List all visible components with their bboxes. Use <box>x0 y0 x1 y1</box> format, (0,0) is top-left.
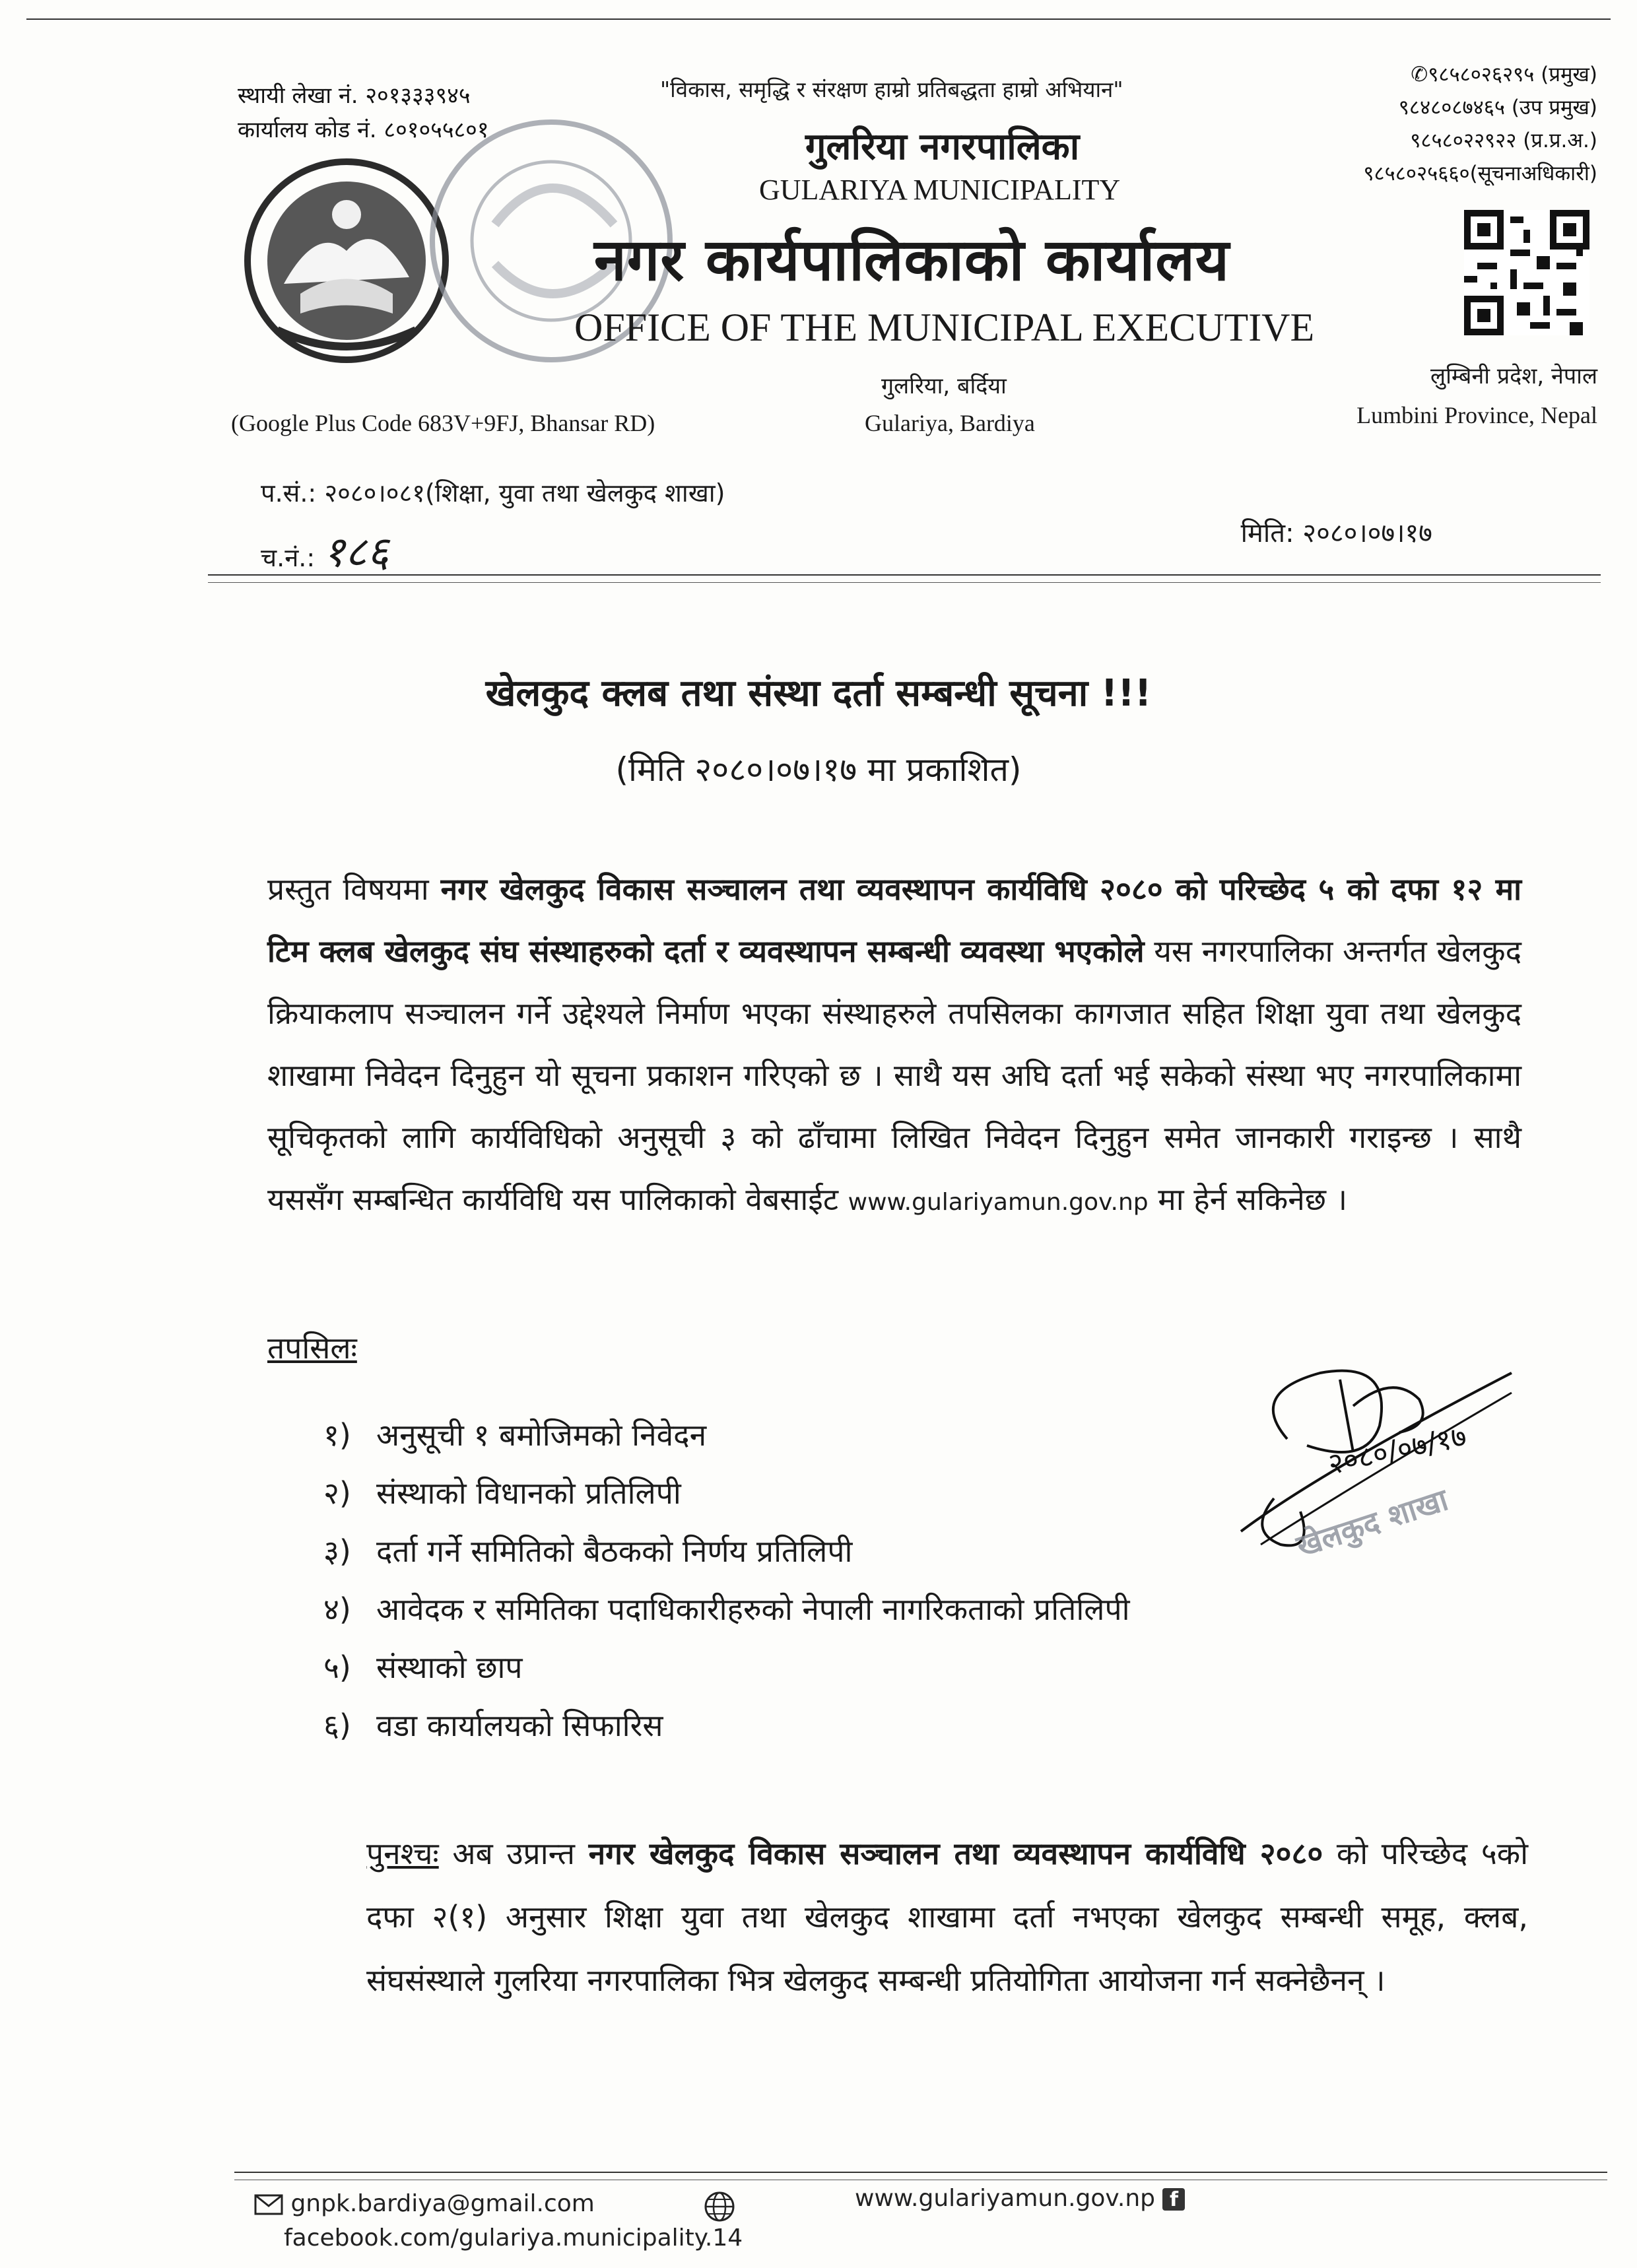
qr-code-icon <box>1464 210 1589 335</box>
list-item: ३) दर्ता गर्ने समितिको बैठकको निर्णय प्रतिलिपी <box>323 1533 853 1569</box>
chn-value: १८६ <box>323 528 389 577</box>
date-value: २०८०।०७।१७ <box>1302 518 1432 549</box>
tapsil-heading: तपसिलः <box>267 1330 357 1366</box>
phone-info-officer: ९८५८०२५६६०(सूचनाअधिकारी) <box>1363 162 1597 185</box>
footer-website[interactable] <box>855 2185 1185 2212</box>
body-website-link[interactable]: www.gulariyamun.gov.np <box>848 1189 1149 1216</box>
list-item: ५) संस्थाको छाप <box>323 1650 523 1685</box>
office-title-en: OFFICE OF THE MUNICIPAL EXECUTIVE <box>574 306 1315 349</box>
letter-date <box>1241 514 1432 550</box>
address-en: Gulariya, Bardiya <box>865 410 1035 436</box>
phone-list <box>1363 58 1597 190</box>
ps-start: अब उप्रान्त <box>438 1836 589 1871</box>
ps-heading: पुनश्चः <box>366 1836 439 1871</box>
globe-icon <box>703 2190 736 2226</box>
footer-email[interactable] <box>254 2190 595 2217</box>
notice-subtitle: (मिति २०८०।०७।१७ मा प्रकाशित) <box>615 750 1022 789</box>
google-plus-code: (Google Plus Code 683V+9FJ, Bhansar RD) <box>231 410 655 436</box>
notice-body <box>267 858 1521 1234</box>
qr-code <box>1464 210 1589 335</box>
notice-title: खेलकुद क्लब तथा संस्था दर्ता सम्बन्धी सूचना !!! <box>485 672 1152 715</box>
section-stamp: खेलकुद शाखा <box>1292 1481 1453 1564</box>
municipality-name-en: GULARIYA MUNICIPALITY <box>759 174 1121 206</box>
signature-date: २०८०/०७/१७ <box>1325 1419 1470 1482</box>
ps-bold: नगर खेलकुद विकास सञ्चालन तथा व्यवस्थापन कार्यविधि २०८० <box>588 1836 1323 1871</box>
signature <box>1221 1333 1518 1571</box>
footer-rule-top <box>234 2172 1607 2173</box>
office-code: कार्यालय कोड नं. ८०१०५५८०१ <box>238 117 489 143</box>
address-np: गुलरिया, बर्दिया <box>881 373 1007 399</box>
top-rule <box>26 18 1611 20</box>
reference-rule-top <box>208 574 1601 576</box>
province-np: लुम्बिनी प्रदेश, नेपाल <box>1430 363 1597 389</box>
body-bold: नगर खेलकुद विकास सञ्चालन तथा व्यवस्थापन कार्यविधि २०८० को परिच्छेद ५ को दफा १२ मा टिम क्लब खेलकुद संघ संस्थाहरुको दर्ता र व्यवस्थापन सम्बन्धी व्यवस्था भएकोले <box>267 871 1521 969</box>
body-end: मा हेर्न सकिनेछ । <box>1148 1182 1348 1217</box>
chn-label: च.नं.: <box>261 543 316 572</box>
body-rest: यस नगरपालिका अन्तर्गत खेलकुद क्रियाकलाप सञ्चालन गर्ने उद्देश्यले निर्माण भएका संस्थाहरुले तपसिलका कागजात सहित शिक्षा युवा तथा खेलकुद शाखामा निवेदन दिनुहुन यो सूचना प्रकाशन गरिएको छ । साथै यस अघि दर्ता भई सकेको संस्था भए नगरपालिकामा सूचिकृतको लागि कार्यविधिको अनुसूची ३ को ढाँचामा लिखित निवेदन दिनुहुन समेत जानकारी गराइन्छ । साथै यससँग सम्बन्धित कार्यविधि यस पालिकाको वेबसाईट <box>267 933 1521 1217</box>
list-item: ४) आवेदक र समितिका पदाधिकारीहरुको नेपाली नागरिकताको प्रतिलिपी <box>323 1591 1130 1627</box>
province-en: Lumbini Province, Nepal <box>1356 402 1597 428</box>
mail-icon <box>254 2194 283 2215</box>
ps-label: प.सं.: <box>261 479 317 508</box>
list-item: २) संस्थाको विधानको प्रतिलिपी <box>323 1475 681 1511</box>
date-label: मिति: <box>1240 518 1294 549</box>
motto: "विकास, समृद्धि र संरक्षण हाम्रो प्रतिबद्धता हाम्रो अभियान" <box>660 77 1123 102</box>
pan-number: स्थायी लेखा नं. २०१३३३९४५ <box>238 83 471 109</box>
municipality-name-np: गुलरिया नगरपालिका <box>805 125 1080 168</box>
phone-mayor: ✆९८५८०२६२९५ (प्रमुख) <box>1411 63 1597 86</box>
ps-value: २०८०।०८१(शिक्षा, युवा तथा खेलकुद शाखा) <box>324 479 725 508</box>
required-documents-list <box>323 1406 1130 1754</box>
list-item: १) अनुसूची १ बमोजिमको निवेदन <box>323 1417 707 1453</box>
body-start: प्रस्तुत विषयमा <box>267 871 441 907</box>
website-text: www.gulariyamun.gov.np <box>855 2185 1156 2212</box>
list-item: ६) वडा कार्यालयको सिफारिस <box>323 1708 663 1743</box>
ps-rest: को परिच्छेद ५को दफा २(१) अनुसार शिक्षा युवा तथा खेलकुद शाखामा दर्ता नभएका खेलकुद सम्बन्धी समूह, क्लब, संघसंस्थाले गुलरिया नगरपालिका भित्र खेलकुद सम्बन्धी प्रतियोगिता आयोजना गर्न सक्नेछैनन् । <box>366 1836 1528 1998</box>
footer-facebook[interactable]: facebook.com/gulariya.municipality.14 <box>284 2224 743 2251</box>
reference-rule-bottom <box>208 582 1601 583</box>
email-text: gnpk.bardiya@gmail.com <box>290 2190 595 2217</box>
postscript <box>366 1822 1528 2012</box>
patra-sankhya <box>261 475 725 510</box>
facebook-icon: f <box>1162 2188 1185 2211</box>
chalani-number <box>261 521 389 579</box>
phone-cao: ९८५८०२२९२२ (प्र.प्र.अ.) <box>1410 129 1597 152</box>
office-title-np: नगर कार्यपालिकाको कार्यालय <box>594 226 1230 294</box>
phone-deputy: ९८४८०८७४६५ (उप प्रमुख) <box>1398 96 1597 119</box>
